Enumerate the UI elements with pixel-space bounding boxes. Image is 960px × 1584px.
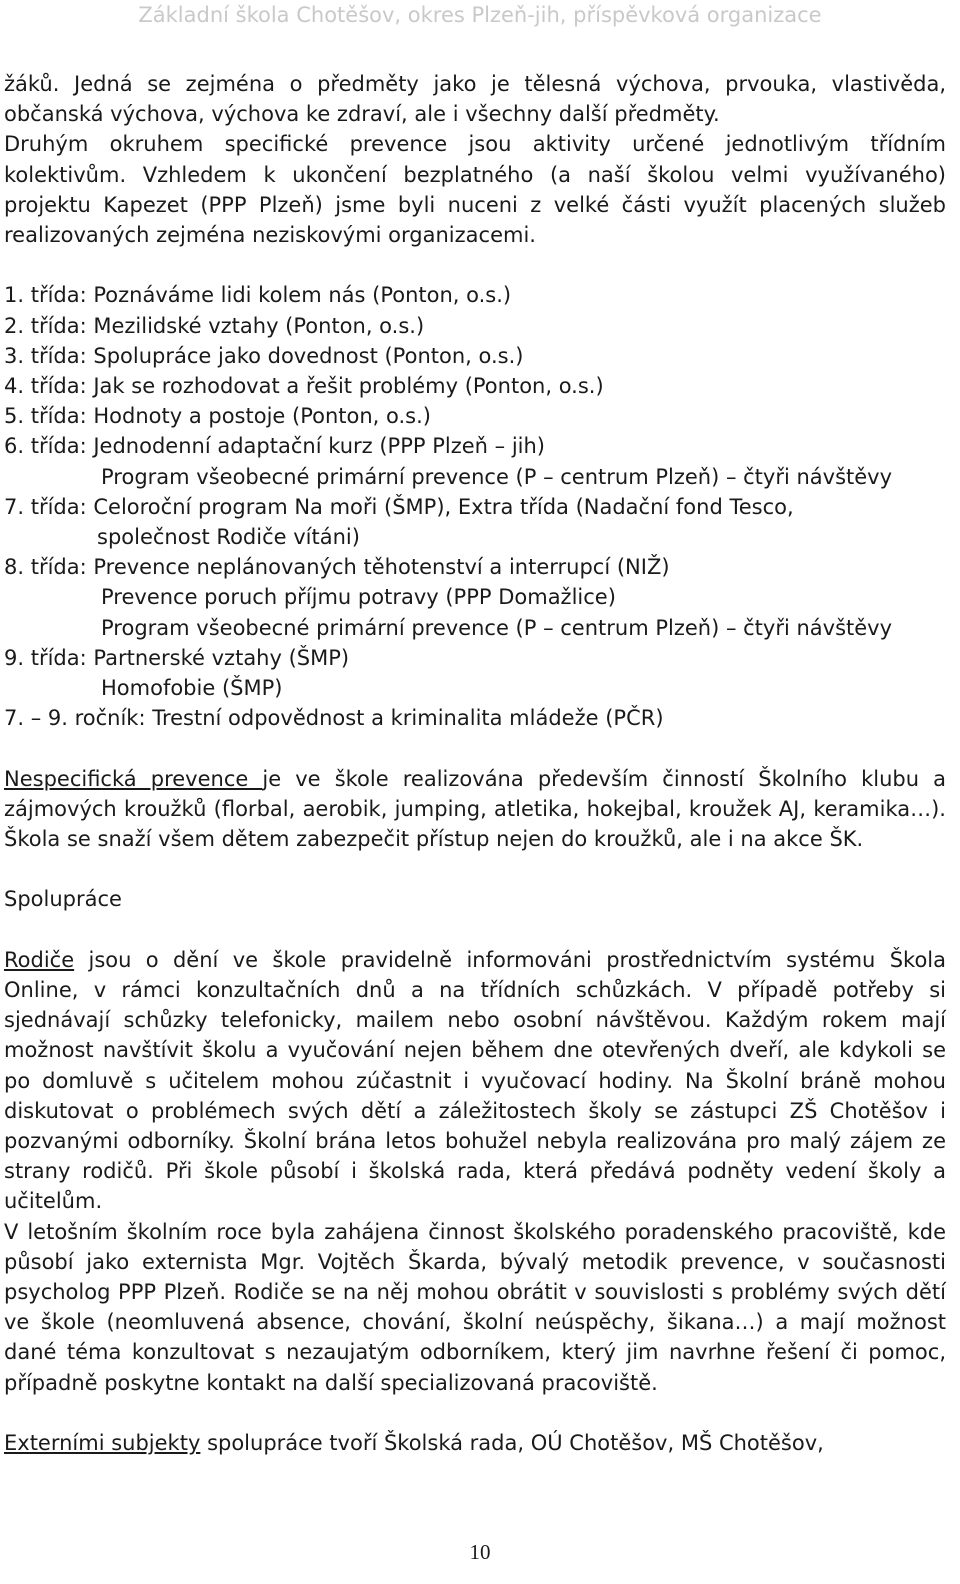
list-item: 9. třída: Partnerské vztahy (ŠMP) — [4, 645, 350, 670]
nonspecific-prevention-paragraph — [4, 764, 946, 855]
list-item-continuation: Prevence poruch příjmu potravy (PPP Domažlice) — [101, 585, 616, 610]
list-item: 7. třída: Celoroční program Na moři (ŠMP), Extra třída (Nadační fond Tesco, — [4, 494, 794, 519]
list-item: 7. – 9. ročník: Trestní odpovědnost a kriminalita mládeže (PČR) — [4, 706, 664, 731]
external-subjects-paragraph — [4, 1428, 946, 1458]
list-item: 4. třída: Jak se rozhodovat a řešit problémy (Ponton, o.s.) — [4, 374, 604, 399]
list-item: 8. třída: Prevence neplánovaných těhotenství a interrupcí (NIŽ) — [4, 555, 670, 580]
parents-paragraph — [4, 945, 946, 1217]
parents-term: Rodiče — [4, 947, 75, 972]
intro-paragraph-1: žáků. Jedná se zejména o předměty jako je tělesná výchova, prvouka, vlastivěda, občanská výchova, výchova ke zdraví, ale i všechny další předměty. — [4, 72, 946, 127]
list-item-continuation: Homofobie (ŠMP) — [101, 676, 283, 701]
spacer — [4, 1398, 946, 1428]
intro-paragraph-2: Druhým okruhem specifické prevence jsou aktivity určené jednotlivým třídním kolektivům. Vzhledem k ukončení bezplatného (a naší školou velmi využívaného) projektu Kapezet (PPP Plzeň) jsme byli nuceni z velké části využít placených služeb realizovaných zejména neziskovými organizacemi. — [4, 132, 946, 248]
counseling-paragraph: V letošním školním roce byla zahájena činnost školského poradenského pracoviště, kde působí jako externista Mgr. Vojtěch Škarda, bývalý metodik prevence, v současnosti psycholog PPP Plzeň. Rodiče se na něj mohou obrátit v souvislosti s problémy svých dětí ve škole (neomluvená absence, chování, školní neúspěchy, šikana…) a mají možnost dané téma konzultovat s nezaujatým odborníkem, který jim navrhne řešení či pomoc, případně poskytne kontakt na další specializovaná pracoviště. — [4, 1219, 946, 1395]
list-item: 5. třída: Hodnoty a postoje (Ponton, o.s.) — [4, 404, 431, 429]
list-item: 2. třída: Mezilidské vztahy (Ponton, o.s.) — [4, 313, 425, 338]
document-body — [4, 69, 946, 1458]
nonspecific-prevention-term: Nespecifická prevence — [4, 766, 263, 791]
spacer — [4, 915, 946, 945]
page-number: 10 — [469, 1540, 491, 1564]
spacer — [4, 854, 946, 884]
class-programs-list — [4, 280, 946, 733]
page-header — [0, 0, 960, 30]
list-item-continuation: Program všeobecné primární prevence (P – centrum Plzeň) – čtyři návštěvy — [101, 464, 893, 489]
page-footer — [0, 1540, 960, 1565]
parents-text: jsou o dění ve škole pravidelně informováni prostřednictvím systému Škola Online, v rámci konzultačních dnů a na třídních schůzkách. V případě potřeby si sjednávají schůzky telefonicky, mailem nebo osobní návštěvou. Každým rokem mají možnost navštívit školu a vyučování nejen během dne otevřených dveří, ale kdykoli se po domluvě s učitelem mohou zúčastnit i vyučovací hodiny. Na Školní bráně mohou diskutovat o problémech svých dětí a záležitostech školy se zástupci ZŠ Chotěšov i pozvanými odborníky. Školní brána letos bohužel nebyla realizována pro malý zájem ze strany rodičů. Při škole působí i školská rada, která předává podněty vedení školy a učitelům. — [4, 947, 946, 1214]
spacer — [4, 733, 946, 763]
list-item: 3. třída: Spolupráce jako dovednost (Ponton, o.s.) — [4, 343, 524, 368]
external-subjects-text: spolupráce tvoří Školská rada, OÚ Chotěšov, MŠ Chotěšov, — [200, 1431, 824, 1456]
list-item-continuation: Program všeobecné primární prevence (P – centrum Plzeň) – čtyři návštěvy — [101, 615, 893, 640]
list-item: 6. třída: Jednodenní adaptační kurz (PPP Plzeň – jih) — [4, 434, 545, 459]
nonspecific-prevention-text: je ve škole realizována především činností Školního klubu a zájmových kroužků (florbal, aerobik, jumping, atletika, hokejbal, kroužek AJ, keramika…). Škola se snaží všem dětem zabezpečit přístup nejen do kroužků, ale i na akce ŠK. — [4, 766, 946, 852]
section-heading: Spolupráce — [4, 887, 122, 912]
list-item: 1. třída: Poznáváme lidi kolem nás (Ponton, o.s.) — [4, 283, 512, 308]
list-item-continuation: společnost Rodiče vítáni) — [97, 525, 360, 550]
spacer — [4, 250, 946, 280]
external-subjects-term: Externími subjekty — [4, 1431, 201, 1456]
school-name: Základní škola Chotěšov, okres Plzeň-jih, příspěvková organizace — [138, 3, 822, 27]
